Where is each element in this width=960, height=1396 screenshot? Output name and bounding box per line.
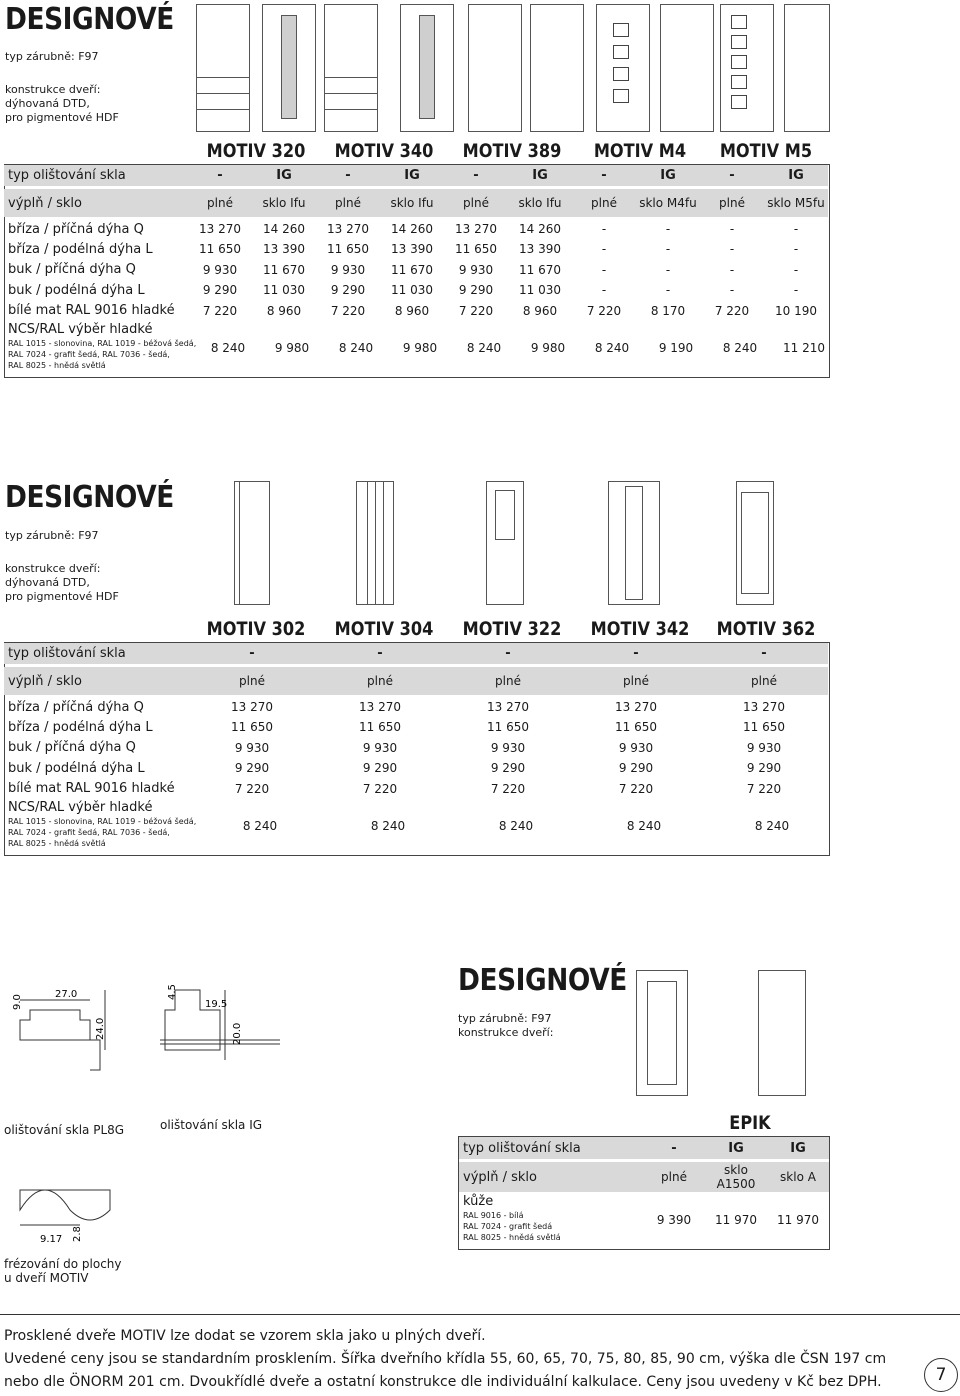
cell: 7 220 [714,303,750,318]
cell: 13 390 [263,242,305,257]
skin-sub-1: RAL 9016 - bílá [463,1211,524,1220]
cell: sklo Ifu [518,196,562,210]
dim-label: 9.17 [40,1234,63,1245]
cell: 9 190 [658,341,694,355]
skin-sub-3: RAL 8025 - hnědá světlá [463,1233,561,1242]
price-row [4,738,828,758]
cell: 13 270 [487,700,529,714]
cell: IG [404,168,420,183]
door-illustration [262,4,316,132]
cell: 11 650 [359,720,401,735]
page-number: 7 [924,1358,958,1392]
row-label: výplň / sklo [8,673,83,689]
cell: sklo A [780,1170,816,1184]
cell: 13 270 [199,222,241,236]
motive-header: MOTIV 322 [462,618,562,640]
cell: 11 650 [487,720,529,735]
cell: - [665,262,671,277]
cell: plné [367,674,393,688]
fill-row [4,667,828,695]
cell: sklo Ifu [262,196,306,210]
frame-type: typ zárubně: F97 [5,50,99,63]
ncs-sub-2: RAL 7024 - grafit šedá, RAL 7036 - šedá, [8,350,170,359]
footer-line-2: Uvedené ceny jsou se standardním prosklením. Šířka dveřního křídla 55, 60, 65, 70, 75, 80, 85, 90 cm, výška dle ČSN 197 cm [4,1351,887,1367]
cell: 9 390 [656,1213,692,1227]
frame-type: typ zárubně: F97 [5,529,99,542]
motive-header: MOTIV 389 [462,140,562,162]
dim-label: 9.0 [12,994,23,1010]
cell: 11 650 [231,720,273,735]
cell: 7 220 [746,781,782,796]
dim-label: 24.0 [95,1017,106,1040]
cell: - [793,242,799,257]
glass-type-row [4,165,828,186]
cell: 8 170 [650,303,686,318]
cell: 11 650 [743,720,785,735]
cell: 8 240 [210,341,246,355]
cell: - [793,262,799,277]
cell: plné [239,674,265,688]
cell: 11 650 [615,720,657,735]
cell: 7 220 [330,303,366,318]
cell: - [761,646,767,661]
cell: IG [276,168,292,183]
fill-row [4,189,828,217]
cell: sklo M4fu [639,196,697,210]
cell: plné [661,1170,687,1184]
cell: plné [623,674,649,688]
cell: plné [751,674,777,688]
cell: 8 240 [498,819,534,833]
door-illustration [324,4,378,132]
cell: 9 930 [490,740,526,755]
motive-header: MOTIV M4 [593,140,687,162]
cell: 9 980 [274,341,310,355]
cell: 9 980 [530,341,566,355]
cell: 9 930 [330,262,366,277]
row-label: buk / podélná dýha L [8,760,145,776]
cell: - [729,222,735,236]
ncs-sub-1: RAL 1015 - slonovina, RAL 1019 - béžová šedá, [8,339,197,348]
cell: 9 930 [458,262,494,277]
cell: plné [591,196,617,210]
price-row [4,219,828,239]
footer-rule [0,1314,960,1315]
cell: 9 290 [330,283,366,298]
cell: plné [335,196,361,210]
door-illustration [784,4,830,132]
cell: - [473,168,479,183]
cell: 13 270 [615,700,657,714]
cell: 8 240 [722,341,758,355]
dim-label: 4.5 [167,984,178,1000]
ncs-sub-2: RAL 7024 - grafit šedá, RAL 7036 - šedá, [8,828,170,837]
cell: 11 650 [455,242,497,257]
motive-header: MOTIV 340 [334,140,434,162]
skin-sub-2: RAL 7024 - grafit šedá [463,1222,553,1231]
cell: - [665,283,671,298]
row-label: buk / příčná dýha Q [8,740,136,756]
price-row [4,260,828,280]
footer-line-3: nebo dle ÖNORM 201 cm. Dvoukřídlé dveře a ostatní konstrukce dle individuální kalkulace. Ceny jsou uvedeny v Kč bez DPH. [4,1374,882,1390]
cell: - [217,168,223,183]
cell: sklo Ifu [390,196,434,210]
cell: 9 930 [746,740,782,755]
milling-label-1: frézování do plochy [4,1257,122,1271]
door-illustration [758,970,806,1096]
row-label: typ olištování skla [8,168,126,183]
door-illustration [468,4,522,132]
cell: IG [660,168,676,183]
door-illustration [356,481,394,605]
door-illustration [660,4,714,132]
cell: IG [532,168,548,183]
cell: IG [788,168,804,183]
motive-header: MOTIV 342 [590,618,690,640]
cell: 7 220 [362,781,398,796]
glass-type-row [4,643,828,664]
cell: 11 650 [199,242,241,257]
cell: plné [495,674,521,688]
cell: IG [728,1140,744,1156]
dim-label: 19.5 [205,999,228,1010]
cell: 8 960 [522,303,558,318]
cell: 10 190 [775,303,817,318]
cell: - [665,222,671,236]
cell: 9 290 [618,761,654,776]
cell: - [601,283,607,298]
door-illustration [636,970,688,1096]
cell: plné [719,196,745,210]
door-illustration [596,4,650,132]
price-row [4,280,828,300]
milling-label-2: u dveří MOTIV [4,1271,89,1285]
cell: 9 290 [234,761,270,776]
cell: 11 670 [519,262,561,277]
row-label: buk / podélná dýha L [8,282,145,298]
door-illustration [486,481,524,605]
cell: 8 240 [242,819,278,833]
motive-header: EPIK [729,1112,771,1134]
construction: konstrukce dveří: [458,1026,554,1039]
construction-line-2: dýhovaná DTD, [5,97,90,110]
row-label: typ olištování skla [8,646,126,661]
cell: 13 390 [519,242,561,257]
footer-line-1: Prosklené dveře MOTIV lze dodat se vzorem skla jako u plných dveří. [4,1328,486,1344]
cell: 9 930 [618,740,654,755]
cell: 8 240 [466,341,502,355]
cell: - [601,222,607,236]
row-label: výplň / sklo [463,1169,538,1185]
cell: - [729,242,735,257]
price-row [4,717,828,737]
dim-label: 27.0 [55,989,78,1000]
cell: 9 980 [402,341,438,355]
ncs-sub-1: RAL 1015 - slonovina, RAL 1019 - béžová šedá, [8,817,197,826]
cell: 11 650 [327,242,369,257]
construction-line-3: pro pigmentové HDF [5,590,119,603]
construction-line-2: dýhovaná DTD, [5,576,90,589]
price-row [4,779,828,799]
cell: - [601,168,607,183]
cell: - [665,242,671,257]
construction-line-3: pro pigmentové HDF [5,111,119,124]
cell: 11 670 [391,262,433,277]
cell: - [345,168,351,183]
cell: 11 030 [263,283,305,298]
ncs-row [4,322,828,374]
door-illustration [720,4,774,132]
cell: - [601,262,607,277]
cell: 7 220 [618,781,654,796]
cell: 14 260 [519,222,561,236]
cell: 13 270 [743,700,785,714]
cell: 7 220 [458,303,494,318]
cell: 11 970 [777,1213,819,1227]
row-label: typ olištování skla [463,1140,581,1156]
row-label: bříza / příčná dýha Q [8,221,144,237]
dim-label: 2.8 [72,1226,83,1242]
cell: - [633,646,639,661]
price-row [4,239,828,259]
cell: 8 240 [338,341,374,355]
section-title: DESIGNOVÉ [458,963,627,998]
cell: 8 240 [370,819,406,833]
price-row [4,697,828,717]
cell: 13 270 [455,222,497,236]
cell: 11 670 [263,262,305,277]
row-label: bříza / podélná dýha L [8,719,153,735]
cell: 11 030 [519,283,561,298]
motive-header: MOTIV M5 [719,140,813,162]
ncs-row [4,800,828,852]
cell: 14 260 [391,222,433,236]
construction-line-1: konstrukce dveří: [5,562,101,575]
cell: 8 960 [266,303,302,318]
cell: 9 930 [362,740,398,755]
cell: 9 930 [202,262,238,277]
ncs-sub-3: RAL 8025 - hnědá světlá [8,361,106,370]
cell: 9 290 [490,761,526,776]
cell: 13 390 [391,242,433,257]
cell: 8 240 [594,341,630,355]
price-row [4,758,828,778]
cell: 11 210 [783,341,825,355]
cell: 9 290 [362,761,398,776]
row-label: bílé mat RAL 9016 hladké [8,781,175,797]
row-label: NCS/RAL výběr hladké [8,322,153,337]
motive-header: MOTIV 320 [206,140,306,162]
cell: 8 960 [394,303,430,318]
row-label: NCS/RAL výběr hladké [8,800,153,815]
door-illustration [400,4,454,132]
cell: 14 260 [263,222,305,236]
cell: 8 240 [626,819,662,833]
cell: sklo M5fu [767,196,825,210]
section-title: DESIGNOVÉ [5,2,174,37]
row-label: bílé mat RAL 9016 hladké [8,303,175,319]
door-illustration [736,481,774,605]
motive-header: MOTIV 362 [716,618,816,640]
fill-row [459,1162,829,1192]
door-illustration [234,481,270,605]
row-label: buk / příčná dýha Q [8,262,136,278]
cell: 9 290 [746,761,782,776]
door-illustration [608,481,660,605]
cell: 11 970 [715,1213,757,1227]
cell: 9 930 [234,740,270,755]
cell: 11 030 [391,283,433,298]
ig-label: olištování skla IG [160,1118,263,1132]
cell: - [601,242,607,257]
price-row [4,301,828,321]
cell: 7 220 [202,303,238,318]
pl8g-label: olištování skla PL8G [4,1123,125,1137]
ncs-sub-3: RAL 8025 - hnědá světlá [8,839,106,848]
cell: IG [790,1140,806,1156]
frame-type: typ zárubně: F97 [458,1012,552,1025]
construction-line-1: konstrukce dveří: [5,83,101,96]
cell: plné [463,196,489,210]
motive-header: MOTIV 302 [206,618,306,640]
cell: 8 240 [754,819,790,833]
cell: 13 270 [327,222,369,236]
row-label: bříza / příčná dýha Q [8,699,144,715]
row-label: výplň / sklo [8,195,83,211]
door-illustration [530,4,584,132]
cell: - [671,1140,677,1156]
cell: 7 220 [490,781,526,796]
cell: 13 270 [359,700,401,714]
cell: - [377,646,383,661]
section-title: DESIGNOVÉ [5,480,174,515]
cell: 9 290 [458,283,494,298]
cell: - [729,283,735,298]
cell: plné [207,196,233,210]
door-illustration [196,4,250,132]
cell: - [793,283,799,298]
motive-header: MOTIV 304 [334,618,434,640]
glass-type-row [459,1137,829,1159]
cell: 13 270 [231,700,273,714]
cell: - [729,168,735,183]
cell: 7 220 [586,303,622,318]
cell: 7 220 [234,781,270,796]
cell: - [505,646,511,661]
cell: - [793,222,799,236]
row-label: bříza / podélná dýha L [8,241,153,257]
cell: - [729,262,735,277]
row-label: kůže [463,1194,494,1209]
cell: 9 290 [202,283,238,298]
cell: - [249,646,255,661]
skin-row [459,1194,829,1246]
dim-label: 20.0 [232,1022,243,1045]
cell: sklo A1500 [716,1163,756,1191]
